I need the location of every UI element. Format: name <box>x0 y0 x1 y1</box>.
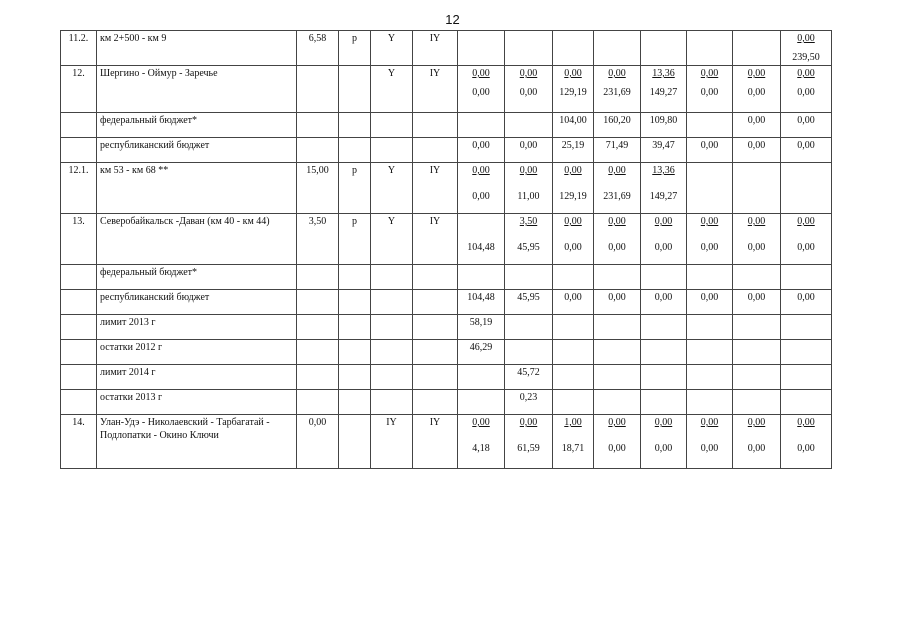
road-length <box>297 315 339 340</box>
value-cell <box>687 415 733 469</box>
road-category <box>371 390 413 415</box>
road-length: 0,00 <box>297 415 339 469</box>
road-name: республиканский бюджет <box>97 290 297 315</box>
road-length <box>297 365 339 390</box>
value-cell: 25,19 <box>553 138 594 163</box>
road-type: р <box>339 214 371 265</box>
row-number <box>61 138 97 163</box>
planned-value: 0,00 <box>472 68 490 79</box>
road-class <box>413 390 458 415</box>
cost-value: 4,18 <box>472 443 490 454</box>
cost-value: 0,00 <box>472 191 490 202</box>
road-name: республиканский бюджет <box>97 138 297 163</box>
road-category <box>371 290 413 315</box>
value-cell <box>781 163 832 214</box>
value-cell <box>505 340 553 365</box>
planned-value: 0,00 <box>564 165 582 176</box>
road-name: лимит 2014 г <box>97 365 297 390</box>
planned-value: 0,00 <box>747 216 766 227</box>
value-cell <box>781 415 832 469</box>
value-cell <box>733 315 781 340</box>
value-cell <box>553 390 594 415</box>
value-cell: 0,00 <box>687 290 733 315</box>
value-cell <box>781 390 832 415</box>
value-cell: 58,19 <box>458 315 505 340</box>
planned-value: 0,00 <box>608 68 626 79</box>
cost-value: 11,00 <box>517 191 540 202</box>
value-cell <box>781 214 832 265</box>
road-name: остатки 2012 г <box>97 340 297 365</box>
value-cell: 160,20 <box>594 113 641 138</box>
road-type: р <box>339 163 371 214</box>
value-cell <box>505 315 553 340</box>
road-category: Y <box>371 66 413 113</box>
value-cell <box>687 340 733 365</box>
value-cell <box>505 113 553 138</box>
cost-value: 0,00 <box>797 443 815 454</box>
road-length <box>297 113 339 138</box>
value-cell <box>687 315 733 340</box>
value-cell <box>733 390 781 415</box>
table-row <box>61 113 832 138</box>
row-number: 12.1. <box>61 163 97 214</box>
value-cell <box>553 415 594 469</box>
value-cell <box>458 415 505 469</box>
planned-value: 0,00 <box>797 216 815 227</box>
planned-value: 0,00 <box>700 68 719 79</box>
planned-value: 0,00 <box>797 68 815 79</box>
cost-value: 0,00 <box>747 242 766 253</box>
value-cell <box>733 31 781 66</box>
value-cell: 0,00 <box>733 113 781 138</box>
row-number <box>61 340 97 365</box>
road-category <box>371 340 413 365</box>
value-cell <box>641 365 687 390</box>
value-cell: 45,72 <box>505 365 553 390</box>
table-row <box>61 365 832 390</box>
planned-value: 0,00 <box>608 216 626 227</box>
road-class: IY <box>413 163 458 214</box>
table-row <box>61 66 832 113</box>
road-type <box>339 113 371 138</box>
row-number <box>61 390 97 415</box>
row-number: 14. <box>61 415 97 469</box>
table-row <box>61 214 832 265</box>
value-cell <box>733 265 781 290</box>
road-type <box>339 315 371 340</box>
value-cell <box>594 265 641 290</box>
planned-value: 0,00 <box>747 417 766 428</box>
value-cell: 0,00 <box>687 138 733 163</box>
road-name: Северобайкальск -Даван (км 40 - км 44) <box>97 214 297 265</box>
road-type <box>339 66 371 113</box>
value-cell: 104,00 <box>553 113 594 138</box>
value-cell <box>733 415 781 469</box>
road-name: федеральный бюджет* <box>97 113 297 138</box>
value-cell <box>594 163 641 214</box>
value-cell <box>458 66 505 113</box>
cost-value: 18,71 <box>561 443 585 454</box>
road-category <box>371 365 413 390</box>
value-cell <box>733 365 781 390</box>
value-cell <box>458 113 505 138</box>
value-cell <box>687 265 733 290</box>
value-cell: 0,00 <box>641 290 687 315</box>
value-cell <box>505 163 553 214</box>
planned-value: 0,00 <box>654 417 673 428</box>
planned-value: 0,00 <box>472 165 490 176</box>
cost-value: 0,00 <box>700 242 719 253</box>
road-category <box>371 315 413 340</box>
value-cell <box>553 214 594 265</box>
road-category <box>371 265 413 290</box>
table-row <box>61 315 832 340</box>
road-class: IY <box>413 66 458 113</box>
road-length <box>297 340 339 365</box>
road-name: федеральный бюджет* <box>97 265 297 290</box>
value-cell: 71,49 <box>594 138 641 163</box>
planned-value: 0,00 <box>797 417 815 428</box>
value-cell: 0,00 <box>553 290 594 315</box>
planned-value <box>461 215 501 228</box>
road-class: IY <box>413 415 458 469</box>
cost-value: 239,50 <box>792 52 820 63</box>
value-cell <box>733 163 781 214</box>
planned-value: 3,50 <box>519 216 538 227</box>
road-type <box>339 365 371 390</box>
value-cell <box>733 214 781 265</box>
value-cell <box>553 163 594 214</box>
value-cell <box>641 66 687 113</box>
road-length: 6,58 <box>297 31 339 66</box>
road-category: Y <box>371 31 413 66</box>
planned-value: 0,00 <box>472 417 490 428</box>
cost-value: 0,00 <box>608 443 626 454</box>
value-cell: 104,48 <box>458 290 505 315</box>
road-length <box>297 138 339 163</box>
road-category: IY <box>371 415 413 469</box>
cost-value: 0,00 <box>747 443 766 454</box>
road-type <box>339 290 371 315</box>
road-type <box>339 138 371 163</box>
planned-value: 0,00 <box>700 216 719 227</box>
planned-value: 0,00 <box>654 216 673 227</box>
value-cell <box>594 31 641 66</box>
value-cell: 0,00 <box>781 138 832 163</box>
road-name: Улан-Удэ - Николаевский - Тарбагатай - Подлопатки - Окино Ключи <box>97 415 297 469</box>
cost-value: 149,27 <box>649 87 678 98</box>
row-number: 13. <box>61 214 97 265</box>
value-cell <box>553 265 594 290</box>
planned-value: 0,00 <box>700 417 719 428</box>
value-cell: 0,00 <box>733 290 781 315</box>
cost-value: 61,59 <box>517 443 540 454</box>
table-row <box>61 390 832 415</box>
road-class <box>413 340 458 365</box>
value-cell <box>553 365 594 390</box>
value-cell: 0,00 <box>505 138 553 163</box>
value-cell <box>458 390 505 415</box>
value-cell <box>594 340 641 365</box>
value-cell <box>733 66 781 113</box>
row-number <box>61 265 97 290</box>
cost-value: 129,19 <box>559 191 587 202</box>
cost-value: 0,00 <box>472 87 490 98</box>
table-row <box>61 340 832 365</box>
road-class: IY <box>413 214 458 265</box>
cost-value: 0,00 <box>654 443 673 454</box>
value-cell: 39,47 <box>641 138 687 163</box>
value-cell: 46,29 <box>458 340 505 365</box>
value-cell: 45,95 <box>505 290 553 315</box>
value-cell <box>641 340 687 365</box>
table-row <box>61 138 832 163</box>
planned-value: 0,00 <box>608 417 626 428</box>
cost-value: 0,00 <box>797 242 815 253</box>
road-class <box>413 265 458 290</box>
value-cell: 0,00 <box>781 113 832 138</box>
table-row <box>61 290 832 315</box>
value-cell <box>687 365 733 390</box>
value-cell <box>687 390 733 415</box>
row-number <box>61 365 97 390</box>
cost-value: 0,00 <box>654 242 673 253</box>
cost-value: 0,00 <box>797 87 815 98</box>
table-row <box>61 415 832 469</box>
value-cell <box>505 214 553 265</box>
value-cell: 0,00 <box>458 138 505 163</box>
row-number <box>61 113 97 138</box>
value-cell <box>553 31 594 66</box>
planned-value: 1,00 <box>564 417 582 428</box>
road-class <box>413 290 458 315</box>
cost-value: 104,48 <box>467 242 495 253</box>
row-number <box>61 290 97 315</box>
value-cell <box>458 365 505 390</box>
value-cell <box>505 66 553 113</box>
road-class <box>413 113 458 138</box>
value-cell <box>781 31 832 66</box>
value-cell <box>458 214 505 265</box>
value-cell <box>781 66 832 113</box>
road-category: Y <box>371 163 413 214</box>
road-length: 15,00 <box>297 163 339 214</box>
table-row <box>61 163 832 214</box>
value-cell <box>458 265 505 290</box>
value-cell <box>594 66 641 113</box>
value-cell: 0,00 <box>733 138 781 163</box>
road-name: км 2+500 - км 9 <box>97 31 297 66</box>
road-type <box>339 415 371 469</box>
row-number <box>61 315 97 340</box>
planned-value: 0,00 <box>519 417 538 428</box>
road-class <box>413 365 458 390</box>
budget-table <box>60 30 832 469</box>
value-cell <box>687 31 733 66</box>
road-category <box>371 113 413 138</box>
planned-value: 0,00 <box>797 33 815 44</box>
cost-value: 0,00 <box>747 87 766 98</box>
value-cell <box>458 163 505 214</box>
value-cell <box>458 31 505 66</box>
cost-value: 231,69 <box>603 87 631 98</box>
value-cell: 0,23 <box>505 390 553 415</box>
value-cell: 0,00 <box>594 290 641 315</box>
value-cell <box>594 315 641 340</box>
value-cell <box>781 265 832 290</box>
road-length <box>297 265 339 290</box>
value-cell <box>687 66 733 113</box>
road-category: Y <box>371 214 413 265</box>
road-name: лимит 2013 г <box>97 315 297 340</box>
planned-value: 0,00 <box>747 68 766 79</box>
value-cell <box>641 415 687 469</box>
value-cell <box>505 31 553 66</box>
value-cell <box>553 66 594 113</box>
value-cell <box>505 415 553 469</box>
value-cell <box>594 390 641 415</box>
value-cell <box>687 113 733 138</box>
planned-value: 0,00 <box>564 216 582 227</box>
road-type <box>339 340 371 365</box>
page-number: 12 <box>445 12 460 27</box>
table-row <box>61 265 832 290</box>
road-category <box>371 138 413 163</box>
value-cell <box>594 415 641 469</box>
cost-value: 0,00 <box>564 242 582 253</box>
planned-value: 0,00 <box>564 68 582 79</box>
value-cell <box>641 315 687 340</box>
value-cell <box>733 340 781 365</box>
row-number: 11.2. <box>61 31 97 66</box>
table-row <box>61 31 832 66</box>
road-name: остатки 2013 г <box>97 390 297 415</box>
value-cell: 0,00 <box>781 290 832 315</box>
planned-value: 13,36 <box>652 165 675 176</box>
value-cell <box>505 265 553 290</box>
cost-value: 0,00 <box>519 87 538 98</box>
road-length <box>297 390 339 415</box>
road-length <box>297 290 339 315</box>
row-number: 12. <box>61 66 97 113</box>
value-cell <box>641 214 687 265</box>
value-cell <box>553 340 594 365</box>
road-class: IY <box>413 31 458 66</box>
cost-value: 45,95 <box>517 242 540 253</box>
value-cell <box>781 340 832 365</box>
road-length <box>297 66 339 113</box>
planned-value: 13,36 <box>652 68 675 79</box>
road-type <box>339 265 371 290</box>
value-cell <box>594 365 641 390</box>
value-cell <box>641 163 687 214</box>
cost-value: 0,00 <box>608 242 626 253</box>
planned-value: 0,00 <box>519 68 538 79</box>
road-length: 3,50 <box>297 214 339 265</box>
cost-value: 0,00 <box>700 443 719 454</box>
road-class <box>413 315 458 340</box>
value-cell <box>641 265 687 290</box>
cost-value: 129,19 <box>559 87 587 98</box>
road-name: Шергино - Оймур - Заречье <box>97 66 297 113</box>
value-cell <box>553 315 594 340</box>
value-cell <box>781 365 832 390</box>
value-cell <box>641 31 687 66</box>
planned-value: 0,00 <box>519 165 538 176</box>
planned-value: 0,00 <box>608 165 626 176</box>
value-cell <box>687 163 733 214</box>
cost-value: 149,27 <box>649 191 678 202</box>
value-cell <box>641 390 687 415</box>
road-class <box>413 138 458 163</box>
value-cell <box>781 315 832 340</box>
value-cell <box>594 214 641 265</box>
cost-value: 0,00 <box>700 87 719 98</box>
value-cell <box>687 214 733 265</box>
road-type <box>339 390 371 415</box>
value-cell: 109,80 <box>641 113 687 138</box>
cost-value: 231,69 <box>603 191 631 202</box>
road-type: р <box>339 31 371 66</box>
road-name: км 53 - км 68 ** <box>97 163 297 214</box>
